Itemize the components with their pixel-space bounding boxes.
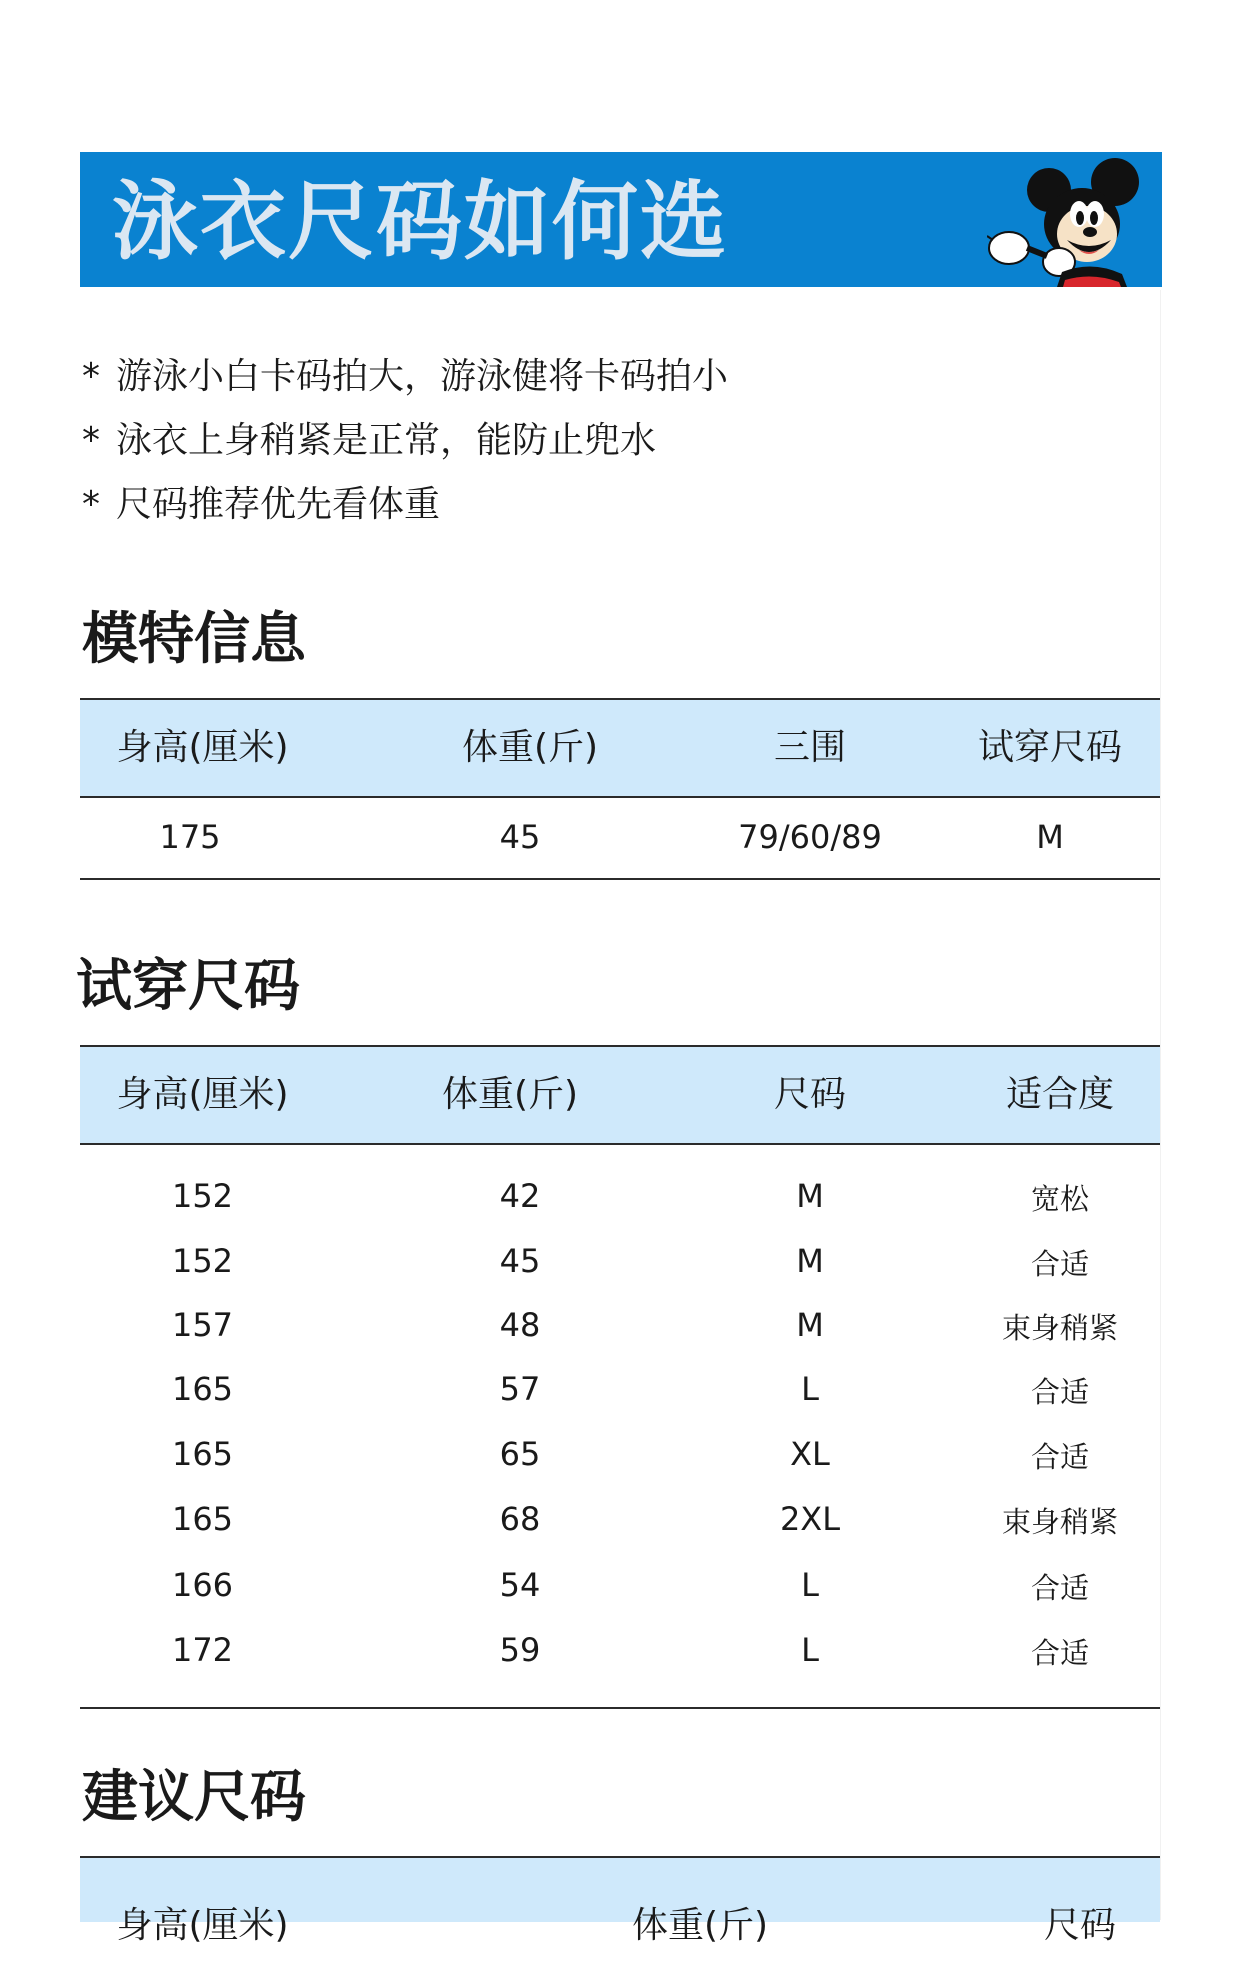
try-on-header [80, 1045, 1160, 1145]
tip-text: 泳衣上身稍紧是正常，能防止兜水 [116, 420, 657, 461]
table-row [80, 1306, 1160, 1370]
cell-height: 152 [171, 1177, 234, 1215]
header-weight: 体重(斤) [461, 727, 599, 768]
title-banner [80, 152, 1162, 287]
header-height: 身高(厘米) [116, 1905, 289, 1946]
cell-height: 166 [171, 1566, 234, 1604]
cell-fit: 合适 [1030, 1375, 1089, 1409]
cell-weight: 59 [499, 1631, 541, 1669]
table-row [80, 1500, 1160, 1564]
cell-height: 175 [159, 818, 221, 856]
table-row [80, 1177, 1160, 1241]
cell-height: 157 [171, 1306, 234, 1344]
cell-weight: 68 [499, 1500, 541, 1538]
tips-list [82, 345, 982, 537]
header-size: 尺码 [1043, 1905, 1116, 1946]
cell-fit: 合适 [1030, 1440, 1089, 1474]
cell-fit: 合适 [1030, 1247, 1089, 1281]
cell-fit: 合适 [1030, 1636, 1089, 1670]
cell-size: M [1036, 818, 1064, 856]
suggested-size-table [80, 1856, 1160, 1946]
cell-fit: 束身稍紧 [1001, 1505, 1118, 1539]
cell-weight: 45 [499, 1242, 541, 1280]
cell-fit: 合适 [1030, 1571, 1089, 1605]
header-measurements: 三围 [773, 727, 846, 768]
header-try-size: 试穿尺码 [977, 727, 1122, 768]
table-row [80, 1566, 1160, 1630]
model-info-table [80, 698, 1160, 880]
header-weight: 体重(斤) [631, 1905, 769, 1946]
header-height: 身高(厘米) [116, 1074, 289, 1115]
header-size: 尺码 [773, 1074, 846, 1115]
asterisk: * [82, 484, 100, 525]
mickey-mouse-icon [987, 152, 1152, 287]
cell-weight: 65 [499, 1435, 541, 1473]
cell-measurements: 79/60/89 [738, 818, 882, 856]
cell-size: L [801, 1370, 819, 1408]
header-height: 身高(厘米) [116, 727, 289, 768]
edge-divider [1160, 290, 1161, 1920]
suggested-size-header [80, 1856, 1160, 1946]
cell-size: L [801, 1631, 819, 1669]
cell-size: L [801, 1566, 819, 1604]
cell-size: M [796, 1306, 824, 1344]
table-row [80, 1370, 1160, 1434]
table-row [80, 1435, 1160, 1499]
cell-fit: 宽松 [1030, 1182, 1089, 1216]
header-fit: 适合度 [1005, 1074, 1114, 1115]
suggested-size-title: 建议尺码 [82, 1765, 306, 1830]
cell-weight: 57 [499, 1370, 541, 1408]
cell-size: 2XL [779, 1500, 841, 1538]
asterisk: * [82, 356, 100, 397]
cell-size: M [796, 1242, 824, 1280]
model-info-title: 模特信息 [82, 607, 306, 672]
cell-weight: 42 [499, 1177, 541, 1215]
model-info-header [80, 698, 1160, 798]
banner-title: 泳衣尺码如何选 [112, 172, 728, 272]
cell-fit: 束身稍紧 [1001, 1311, 1118, 1345]
tip-item [82, 473, 982, 537]
cell-weight: 48 [499, 1306, 541, 1344]
cell-size: XL [790, 1435, 830, 1473]
try-on-table [80, 1045, 1160, 1709]
tip-item [82, 345, 982, 409]
cell-size: M [796, 1177, 824, 1215]
table-row [80, 1631, 1160, 1695]
header-weight: 体重(斤) [441, 1074, 579, 1115]
table-row [80, 798, 1160, 880]
cell-height: 165 [171, 1435, 234, 1473]
cell-height: 165 [171, 1370, 234, 1408]
cell-weight: 45 [499, 818, 541, 856]
cell-weight: 54 [499, 1566, 541, 1604]
tip-item [82, 409, 982, 473]
cell-height: 165 [171, 1500, 234, 1538]
try-on-body [80, 1145, 1160, 1709]
try-on-title: 试穿尺码 [76, 954, 300, 1019]
asterisk: * [82, 420, 100, 461]
cell-height: 152 [171, 1242, 234, 1280]
table-row [80, 1242, 1160, 1306]
tip-text: 游泳小白卡码拍大，游泳健将卡码拍小 [116, 356, 729, 397]
tip-text: 尺码推荐优先看体重 [116, 484, 441, 525]
cell-height: 172 [171, 1631, 234, 1669]
